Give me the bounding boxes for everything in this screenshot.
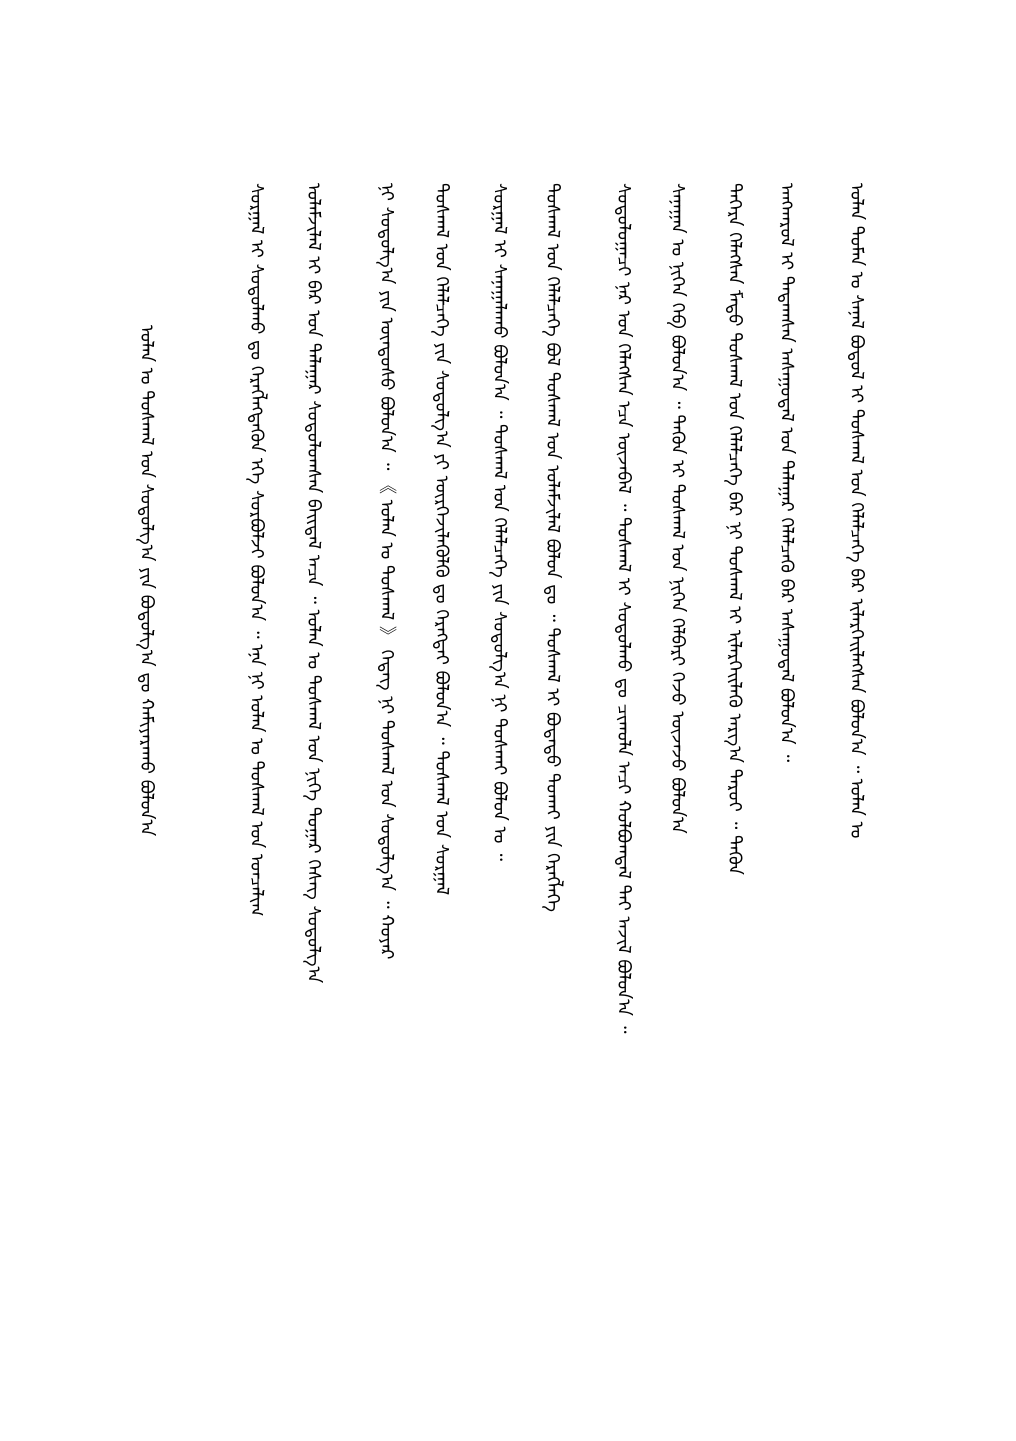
text-column-8: ᠲᠤᠰᠬᠠᠯ ᠤᠨ ᠬᠡᠯᠡᠯᠴᠡᠭᠡ ᠶᠢᠨ ᠰᠤᠳᠤᠯᠭ᠎ᠠ ᠶᠢ ᠦᠷᠭᠡᠵᠢᠯᠡᠭᠦᠯᠬᠦ ᠳᠤ ᠬᠡᠷᠡᠭᠲᠡᠢ ᠪᠣᠯᠣᠨ᠎ᠠ ᠃ ᠲᠤᠰᠬᠠᠯ ᠤᠨ ᠰᠤᠷᠭᠠᠯ — [431, 183, 452, 896]
text-column-2: ᠠᠩᠬᠠᠷᠤᠯ ᠢ ᠲᠠᠲᠠᠭᠰᠠᠨ ᠠᠰᠠᠭᠤᠳᠠᠯ ᠤᠨ ᠲᠠᠯᠠᠭᠠᠷ ᠬᠡᠯᠡᠯᠴᠡᠬᠦ ᠪᠡᠷ ᠠᠰᠠᠭᠤᠳᠠᠯ ᠪᠣᠯᠤᠨ᠎ᠠ ᠃ — [776, 183, 797, 763]
text-column-5: ᠰᠤᠳᠤᠯᠤᠭᠠᠴᠢ ᠨᠠᠷ ᠤᠨ ᠬᠡᠯᠡᠭᠰᠡᠨ ᠡᠴᠡ ᠦᠵᠡᠪᠡᠯ ᠃ ᠲᠤᠰᠬᠠᠯ ᠢ ᠰᠤᠳᠤᠯᠬᠤ ᠳᠤ ᠴᠢᠬᠤᠯᠠ ᠠᠴᠢ ᠬᠣᠯᠪᠣᠭᠳᠠᠯ ᠲᠠᠢ ᠠᠵᠢᠯ ᠪᠣᠯᠤᠨ᠎ᠠ ᠃ — [613, 183, 634, 1034]
text-column-6: ᠲᠤᠰᠬᠠᠯ ᠤᠨ ᠬᠡᠯᠡᠯᠴᠡᠭᠡ ᠪᠣᠯ ᠲᠤᠰᠬᠠᠯ ᠤᠨ ᠤᠯᠠᠮᠵᠢᠯᠠᠯ ᠪᠣᠯᠣᠨ ᠳᠤ ᠃ ᠲᠤᠰᠬᠠᠯ ᠢ ᠪᠣᠳᠠᠲᠤ ᠲᠤᠬᠠᠢ ᠶᠢᠨ ᠬᠡᠷᠡᠭᠯᠡᠭᠡ — [542, 183, 563, 913]
text-column-10: ᠤᠯᠠᠮᠵᠢᠯᠠᠯ ᠢ ᠪᠠᠷ ᠤᠨ ᠲᠠᠯᠠᠭᠠᠷ ᠰᠤᠳᠤᠯᠤᠭᠰᠠᠨ ᠪᠠᠢᠳᠠᠯ ᠠᠴᠠ ᠃ ᠣᠯᠠᠨ ᠤ ᠲᠤᠰᠬᠠᠯ ᠤᠨ ᠨᠢᠭᠡ ᠳᠤᠭᠠᠷ ᠬᠡᠰᠡᠭ ᠰᠤᠳᠤᠯᠭ᠎ᠠ — [303, 183, 324, 984]
text-column-7: ᠰᠤᠷᠭᠠᠯ ᠢ ᠰᠠᠨᠠᠭᠠᠯᠠᠬᠤ ᠪᠣᠯᠤᠨ᠎ᠠ ᠃ ᠲᠤᠰᠬᠠᠯ ᠤᠨ ᠬᠡᠯᠡᠯᠴᠡᠭᠡ ᠶᠢᠨ ᠰᠤᠳᠤᠯᠭ᠎ᠠ ᠨᠢ ᠲᠤᠰᠬᠠᠢ ᠪᠣᠯᠣᠨ ᠤ ᠃ — [489, 183, 510, 861]
text-column-11: ᠰᠤᠷᠭᠠᠯ ᠢ ᠰᠤᠳᠤᠯᠬᠤ ᠳᠤ ᠬᠡᠷᠡᠭᠯᠡᠭᠳᠡᠬᠦᠨ ᠡᠬᠡ ᠰᠤᠷᠪᠤᠯᠵᠢ ᠪᠣᠯᠤᠨ᠎ᠠ ᠃ ᠡᠨᠡ ᠨᠢ ᠣᠯᠠᠨ ᠤ ᠲᠤᠰᠬᠠᠯ ᠤᠨ ᠣᠨᠴᠠᠯᠢᠭ — [246, 183, 267, 917]
section-heading: ᠣᠯᠠᠨ ᠤ ᠲᠤᠰᠬᠠᠯ ᠤᠨ ᠰᠤᠳᠤᠯᠭ᠎ᠠ ᠶᠢᠨ ᠪᠣᠳᠤᠯᠭ᠎ᠠ ᠳᠤ ᠬᠠᠮᠢᠶᠠᠷᠠᠬᠤ ᠪᠣᠯᠤᠨ᠎ᠠ — [136, 325, 157, 837]
text-column-1: ᠣᠯᠠᠨ ᠲᠤᠮᠡᠨ ᠤ ᠰᠠᠨᠠᠯ ᠪᠣᠳᠤᠯ ᠢ ᠲᠤᠰᠬᠠᠯ ᠤᠨ ᠬᠡᠯᠡᠯᠴᠡᠭᠡ ᠪᠡᠷ ᠢᠯᠡᠷᠬᠡᠢᠯᠡᠭᠰᠡᠨ ᠪᠣᠯᠤᠨ᠎ᠠ ᠃ ᠣᠯᠠᠨ ᠤ — [846, 183, 867, 839]
text-column-9: ᠨᠢ ᠰᠤᠳᠤᠯᠭ᠎ᠠ ᠶᠢᠨ ᠦᠨᠳᠦᠰᠦ ᠪᠣᠯᠤᠨ᠎ᠠ ᠃ 《 ᠣᠯᠠᠨ ᠤ ᠲᠤᠰᠬᠠᠯ 》 ᠭᠡᠳᠡᠭ ᠨᠢ ᠲᠤᠰᠬᠠᠯ ᠤᠨ ᠰᠤᠳᠤᠯᠭ᠎ᠠ ᠃ ᠬᠣᠶᠠᠷ — [376, 183, 397, 960]
text-column-4: ᠰᠠᠨᠠᠭᠠᠨ ᠤ ᠨᠢᠭᠡᠨ ᠬᠡᠪ ᠪᠣᠯᠤᠨ᠎ᠠ ᠃ ᠲᠡᠭᠦᠨ ᠢ ᠲᠤᠰᠬᠠᠯ ᠤᠨ ᠨᠢᠭᠡᠨ ᠬᠡᠯᠪᠡᠷᠢ ᠭᠡᠵᠦ ᠦᠵᠡᠵᠦ ᠪᠣᠯᠣᠨ᠎ᠠ — [667, 183, 688, 834]
text-column-3: ᠳᠡᠭᠡᠷᠡ ᠬᠡᠯᠡᠭᠰᠡᠨ ᠮᠡᠲᠦ ᠲᠤᠰᠬᠠᠯ ᠤᠨ ᠬᠡᠯᠡᠯᠴᠡᠭᠡ ᠪᠠᠷ ᠨᠢ ᠲᠤᠰᠬᠠᠯ ᠢ ᠢᠯᠡᠷᠬᠡᠢᠯᠡᠬᠦ ᠠᠷᠭ᠎ᠠ ᠳᠠᠷᠤᠢ ᠃ ᠲᠡᠭᠦᠨ — [724, 183, 745, 875]
